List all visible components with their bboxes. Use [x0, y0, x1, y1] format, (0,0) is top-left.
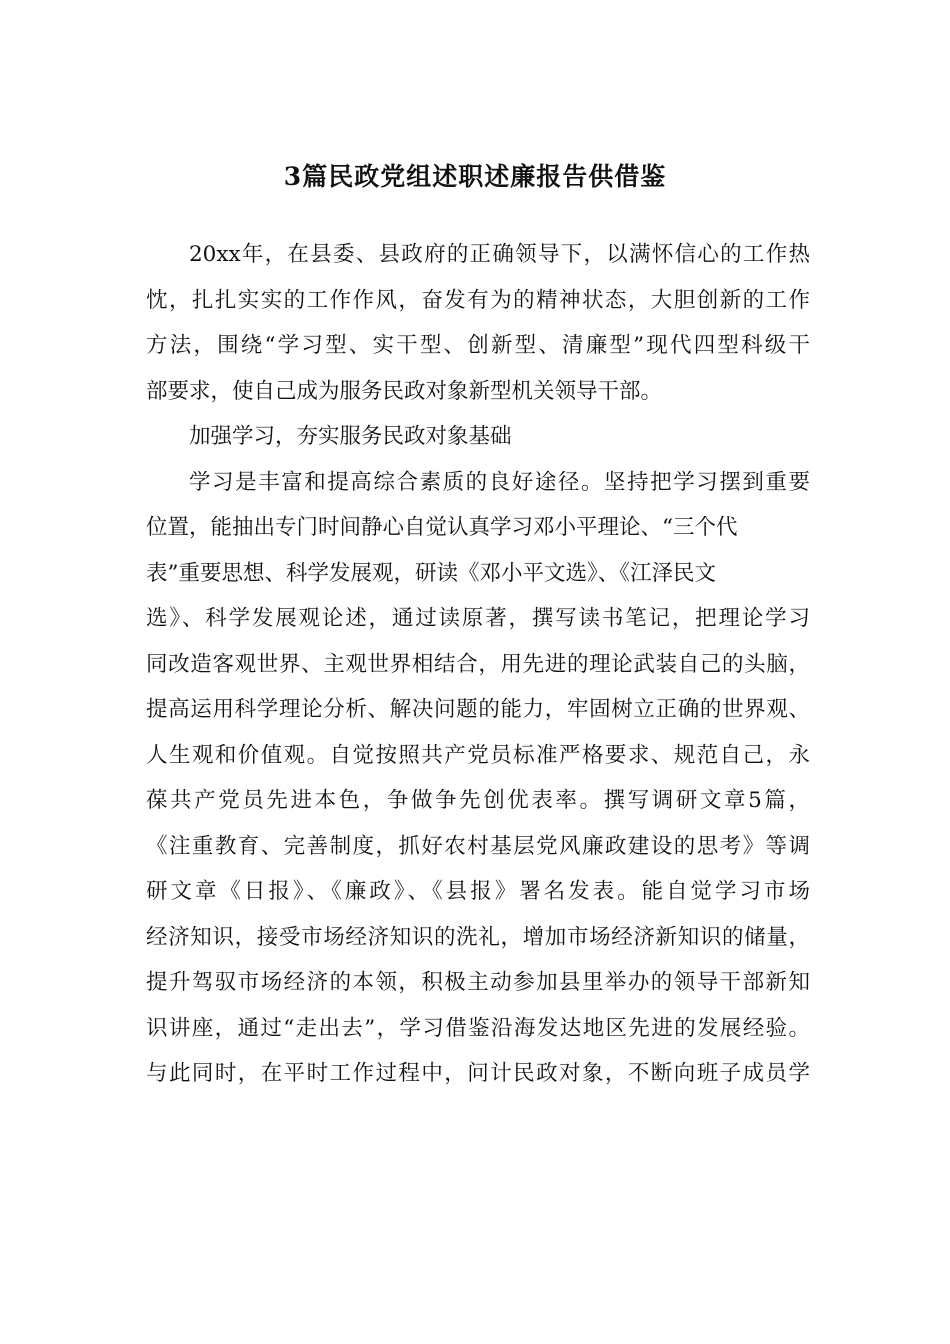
document-title: 3篇民政党组述职述廉报告供借鉴 [283, 162, 667, 191]
paragraph-line: 研文章《日报》、《廉政》、《县报》署名发表。能自觉学习市场 [146, 879, 810, 904]
paragraph-line: 人生观和价值观。自觉按照共产党员标准严格要求、规范自己，永 [146, 742, 810, 768]
paragraph-line: 同改造客观世界、主观世界相结合，用先进的理论武装自己的头脑， [146, 651, 810, 677]
paragraph-line: 与此同时，在平时工作过程中，问计民政对象，不断向班子成员学 [146, 1061, 810, 1086]
paragraph-line: 葆共产党员先进本色，争做争先创优表率。撰写调研文章5篇， [146, 788, 810, 813]
paragraph-line: 表”重要思想、科学发展观，研读《邓小平文选》、《江泽民文 [146, 560, 716, 586]
paragraph-line: 部要求，使自己成为服务民政对象新型机关领导干部。 [146, 378, 663, 404]
paragraph-line: 经济知识，接受市场经济知识的洗礼，增加市场经济新知识的储量， [146, 924, 810, 950]
paragraph-line: 学习是丰富和提高综合素质的良好途径。坚持把学习摆到重要 [189, 469, 810, 495]
section-heading: 加强学习，夯实服务民政对象基础 [189, 424, 512, 449]
paragraph-line: 忱，扎扎实实的工作作风，奋发有为的精神状态，大胆创新的工作 [146, 287, 810, 313]
paragraph-line: 提高运用科学理论分析、解决问题的能力，牢固树立正确的世界观、 [146, 697, 810, 722]
paragraph-line: 20xx年，在县委、县政府的正确领导下，以满怀信心的工作热 [189, 242, 810, 267]
paragraph-line: 位置，能抽出专门时间静心自觉认真学习邓小平理论、“三个代 [146, 515, 738, 540]
paragraph-line: 《注重教育、完善制度，抓好农村基层党风廉政建设的思考》等调 [146, 833, 810, 859]
paragraph-line: 识讲座，通过“走出去”，学习借鉴沿海发达地区先进的发展经验。 [146, 1015, 810, 1041]
document-body [146, 232, 810, 1097]
paragraph-line: 提升驾驭市场经济的本领，积极主动参加县里举办的领导干部新知 [146, 970, 810, 995]
paragraph-line: 方法，围绕“学习型、实干型、创新型、清廉型”现代四型科级干 [146, 333, 810, 358]
paragraph-line: 选》、科学发展观论述，通过读原著，撰写读书笔记，把理论学习 [146, 606, 810, 631]
